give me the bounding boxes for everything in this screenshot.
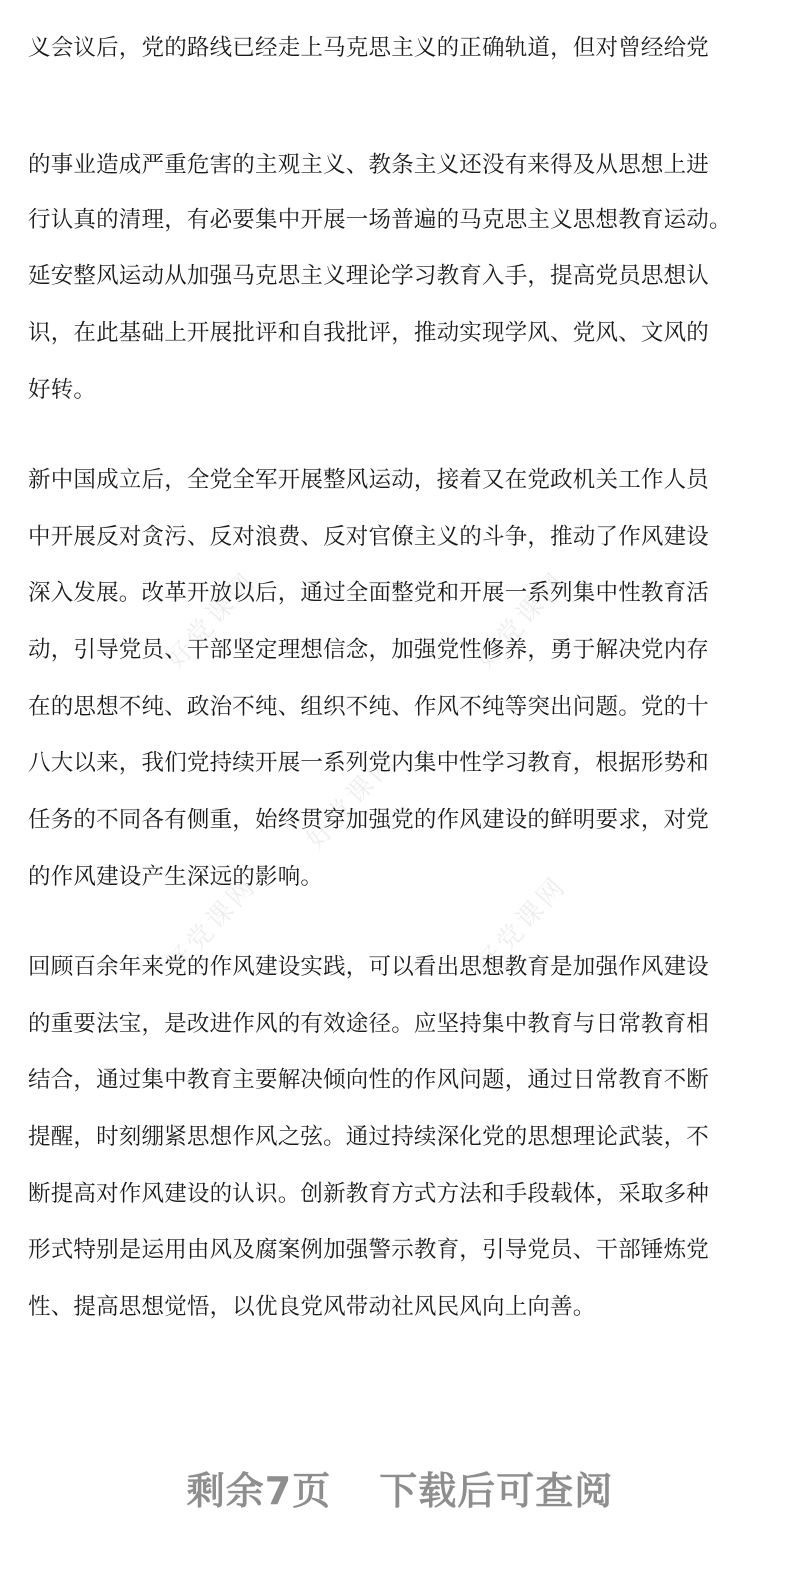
text-line: 新中国成立后，全党全军开展整风运动，接着又在党政机关工作人员 bbox=[28, 467, 710, 493]
text-line: 的重要法宝，是改进作风的有效途径。应坚持集中教育与日常教育相 bbox=[28, 1011, 710, 1037]
download-to-view-label: 下载后可查阅 bbox=[379, 1469, 614, 1513]
watermark: 好党课网 bbox=[470, 870, 574, 980]
text-line: 中开展反对贪污、反对浪费、反对官僚主义的斗争，推动了作风建设 bbox=[28, 524, 710, 550]
text-line: 任务的不同各有侧重，始终贯穿加强党的作风建设的鲜明要求，对党 bbox=[28, 807, 710, 833]
text-line: 断提高对作风建设的认识。创新教育方式方法和手段载体，采取多种 bbox=[28, 1181, 710, 1207]
text-line: 结合，通过集中教育主要解决倾向性的作风问题，通过日常教育不断 bbox=[28, 1067, 710, 1093]
text-line: 提醒，时刻绷紧思想作风之弦。通过持续深化党的思想理论武装，不 bbox=[28, 1124, 710, 1150]
text-line: 识，在此基础上开展批评和自我批评，推动实现学风、党风、文风的 bbox=[28, 320, 710, 346]
text-line: 形式特别是运用由风及腐案例加强警示教育，引导党员、干部锤炼党 bbox=[28, 1237, 710, 1263]
text-line: 好转。 bbox=[28, 377, 97, 403]
text-line: 回顾百余年来党的作风建设实践，可以看出思想教育是加强作风建设 bbox=[28, 954, 710, 980]
watermark: 好党课网 bbox=[470, 565, 574, 675]
text-line: 动，引导党员、干部坚定理想信念，加强党性修养，勇于解决党内存 bbox=[28, 637, 710, 663]
text-line: 的作风建设产生深远的影响。 bbox=[28, 864, 324, 890]
text-line: 义会议后，党的路线已经走上马克思主义的正确轨道，但对曾经给党 bbox=[28, 35, 710, 61]
text-line: 的事业造成严重危害的主观主义、教条主义还没有来得及从思想上进 bbox=[28, 152, 710, 178]
watermark: 好党课网 bbox=[160, 565, 264, 675]
text-line: 延安整风运动从加强马克思主义理论学习教育入手，提高党员思想认 bbox=[28, 263, 710, 289]
watermark: 好党课网 bbox=[160, 870, 264, 980]
text-line: 行认真的清理，有必要集中开展一场普遍的马克思主义思想教育运动。 bbox=[28, 207, 732, 233]
text-line: 八大以来，我们党持续开展一系列党内集中性学习教育，根据形势和 bbox=[28, 750, 710, 776]
text-line: 在的思想不纯、政治不纯、组织不纯、作风不纯等突出问题。党的十 bbox=[28, 694, 710, 720]
text-line: 深入发展。改革开放以后，通过全面整党和开展一系列集中性教育活 bbox=[28, 580, 710, 606]
text-line: 性、提高思想觉悟，以优良党风带动社风民风向上向善。 bbox=[28, 1294, 596, 1320]
download-prompt[interactable] bbox=[0, 1460, 800, 1515]
watermark: 好党课网 bbox=[300, 745, 404, 855]
remaining-pages-label: 剩余7页 bbox=[186, 1469, 332, 1513]
